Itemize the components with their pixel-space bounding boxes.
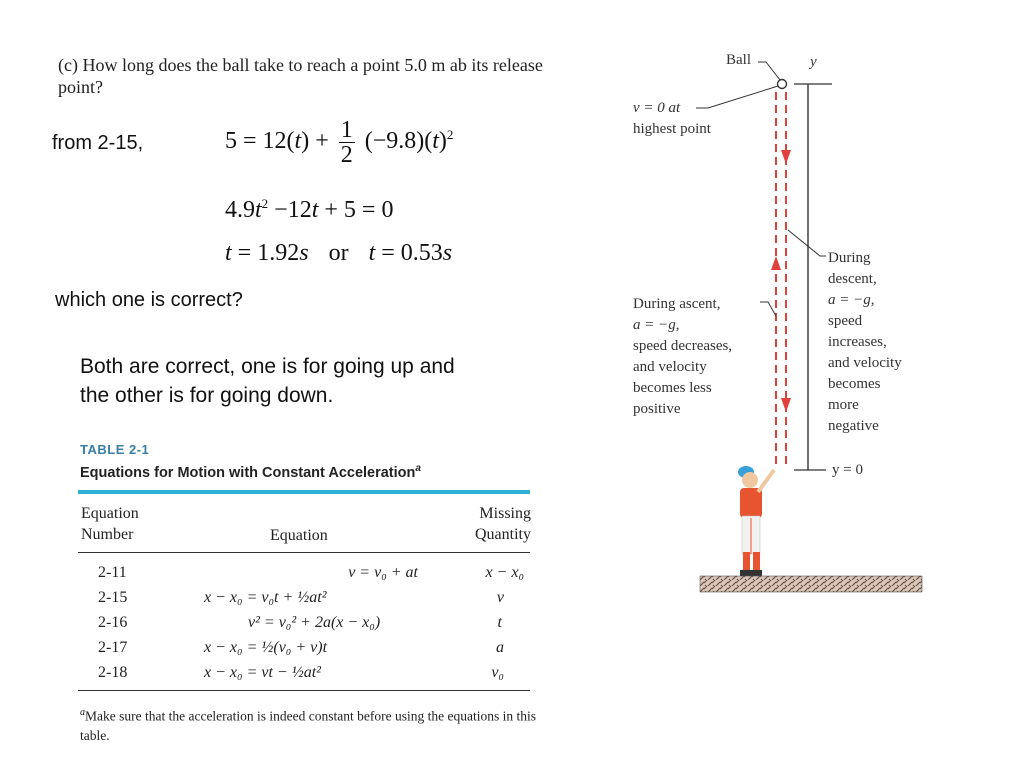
eq1-t2: t bbox=[432, 128, 439, 155]
table-row bbox=[78, 587, 530, 612]
top-label-line: v = 0 at bbox=[633, 100, 681, 116]
top-label bbox=[633, 98, 711, 140]
table-footnote bbox=[80, 703, 540, 745]
top-label-line: highest point bbox=[633, 121, 711, 137]
down-arrow-icon bbox=[781, 150, 791, 164]
row-number: 2-11 bbox=[98, 564, 127, 581]
question-text: (c) How long does the ball take to reach a point 5.0 m ab its release point? bbox=[58, 55, 543, 97]
row-number: 2-16 bbox=[98, 614, 128, 631]
row-missing: v₀ bbox=[491, 664, 504, 681]
y-zero-label: y = 0 bbox=[832, 462, 863, 478]
down-arrow-icon bbox=[781, 398, 791, 412]
eq1-rest: (−9.8)( bbox=[358, 128, 433, 155]
table-top-rule bbox=[78, 490, 530, 494]
footnote-text: Make sure that the acceleration is indeed constant before using the equations in this table. bbox=[80, 708, 536, 743]
descent-label-line: a = −g, bbox=[828, 292, 875, 308]
ball-label: Ball bbox=[726, 52, 751, 68]
ascent-label-line: positive bbox=[633, 401, 681, 417]
equation-1 bbox=[225, 118, 453, 167]
table-body bbox=[78, 562, 530, 687]
eq3-v1: = 1.92 bbox=[231, 240, 300, 266]
descent-label-line: more bbox=[828, 397, 859, 413]
descent-label-line: descent, bbox=[828, 271, 877, 287]
row-equation: x − x₀ = v₀t + ½at² bbox=[204, 589, 327, 606]
eq1-t1: t bbox=[294, 128, 302, 155]
equation-2 bbox=[225, 196, 393, 224]
eq1-fraction bbox=[339, 118, 355, 167]
row-missing: t bbox=[497, 614, 502, 631]
ascent-leader bbox=[760, 302, 776, 316]
table-row bbox=[78, 662, 530, 687]
ball-trajectory-diagram bbox=[600, 40, 940, 600]
row-equation: x − x₀ = vt − ½at² bbox=[204, 664, 321, 681]
header-equation-number: Equation Number bbox=[81, 505, 139, 543]
table-subtitle-text: Equations for Motion with Constant Acceleration bbox=[80, 464, 416, 481]
ascent-label-line: speed decreases, bbox=[633, 338, 733, 354]
eq3-s1: s bbox=[299, 240, 309, 266]
descent-label-line: becomes bbox=[828, 376, 881, 392]
table-header-rule bbox=[78, 552, 530, 553]
ascent-label-line: During ascent, bbox=[633, 296, 721, 312]
eq2-t2: t bbox=[311, 197, 319, 223]
eq3-t1: t bbox=[225, 240, 232, 266]
header-missing-quantity: Missing Quantity bbox=[475, 505, 531, 543]
table-bottom-rule bbox=[78, 690, 530, 691]
table-subtitle-sup: a bbox=[415, 463, 421, 474]
descent-label-line: and velocity bbox=[828, 355, 902, 371]
eq2-exponent: 2 bbox=[261, 196, 269, 211]
ascent-label bbox=[633, 294, 732, 420]
row-equation: v = v₀ + at bbox=[348, 564, 418, 581]
ball-leader bbox=[758, 62, 780, 80]
footnote-sup: a bbox=[80, 707, 85, 718]
table-row bbox=[78, 612, 530, 637]
row-missing: x − x₀ bbox=[485, 564, 524, 581]
descent-label-line: negative bbox=[828, 418, 879, 434]
eq1-numerator: 1 bbox=[340, 117, 353, 143]
row-missing: a bbox=[496, 639, 504, 656]
row-number: 2-18 bbox=[98, 664, 128, 681]
eq2-b: −12 bbox=[268, 197, 312, 223]
eq3-t2: t bbox=[368, 240, 376, 266]
descent-label-line: speed bbox=[828, 313, 863, 329]
answer-text: Both are correct, one is for going up and the other is for going down. bbox=[80, 355, 455, 407]
row-equation: v² = v₀² + 2a(x − x₀) bbox=[248, 614, 381, 631]
up-arrow-icon bbox=[771, 256, 781, 270]
eq1-lhs: 5 = 12( bbox=[225, 128, 295, 155]
eq2-t: t bbox=[255, 197, 262, 223]
row-equation: x − x₀ = ½(v₀ + v)t bbox=[204, 639, 328, 656]
eq1-denominator: 2 bbox=[340, 142, 353, 168]
eq2-a: 4.9 bbox=[225, 197, 255, 223]
descent-leader bbox=[788, 230, 826, 256]
row-number: 2-15 bbox=[98, 589, 128, 606]
ball-icon bbox=[778, 80, 787, 89]
descent-label-line: During bbox=[828, 250, 871, 266]
ground bbox=[700, 576, 922, 592]
eq1-close: ) bbox=[438, 128, 447, 155]
eq1-mid: ) + bbox=[301, 128, 335, 155]
descent-label bbox=[828, 248, 902, 437]
table-title: TABLE 2-1 bbox=[80, 442, 150, 457]
ascent-label-line: becomes less bbox=[633, 380, 712, 396]
eq3-or: or bbox=[328, 240, 349, 266]
from-label: from 2-15, bbox=[52, 132, 144, 154]
header-equation: Equation bbox=[270, 527, 328, 544]
which-one-text: which one is correct? bbox=[55, 289, 243, 311]
table-subtitle bbox=[80, 463, 421, 481]
eq3-v2: = 0.53 bbox=[375, 240, 443, 266]
person-icon bbox=[738, 466, 774, 576]
table-row bbox=[78, 562, 530, 587]
ascent-label-line: and velocity bbox=[633, 359, 707, 375]
eq3-s2: s bbox=[442, 240, 453, 266]
descent-label-line: increases, bbox=[828, 334, 887, 350]
eq2-c: + 5 = 0 bbox=[318, 197, 394, 223]
row-number: 2-17 bbox=[98, 639, 128, 656]
table-row bbox=[78, 637, 530, 662]
ascent-label-line: a = −g, bbox=[633, 317, 680, 333]
y-axis-label: y bbox=[810, 54, 817, 70]
eq1-exponent: 2 bbox=[446, 127, 454, 143]
equation-3 bbox=[225, 240, 452, 267]
row-missing: v bbox=[496, 589, 504, 606]
